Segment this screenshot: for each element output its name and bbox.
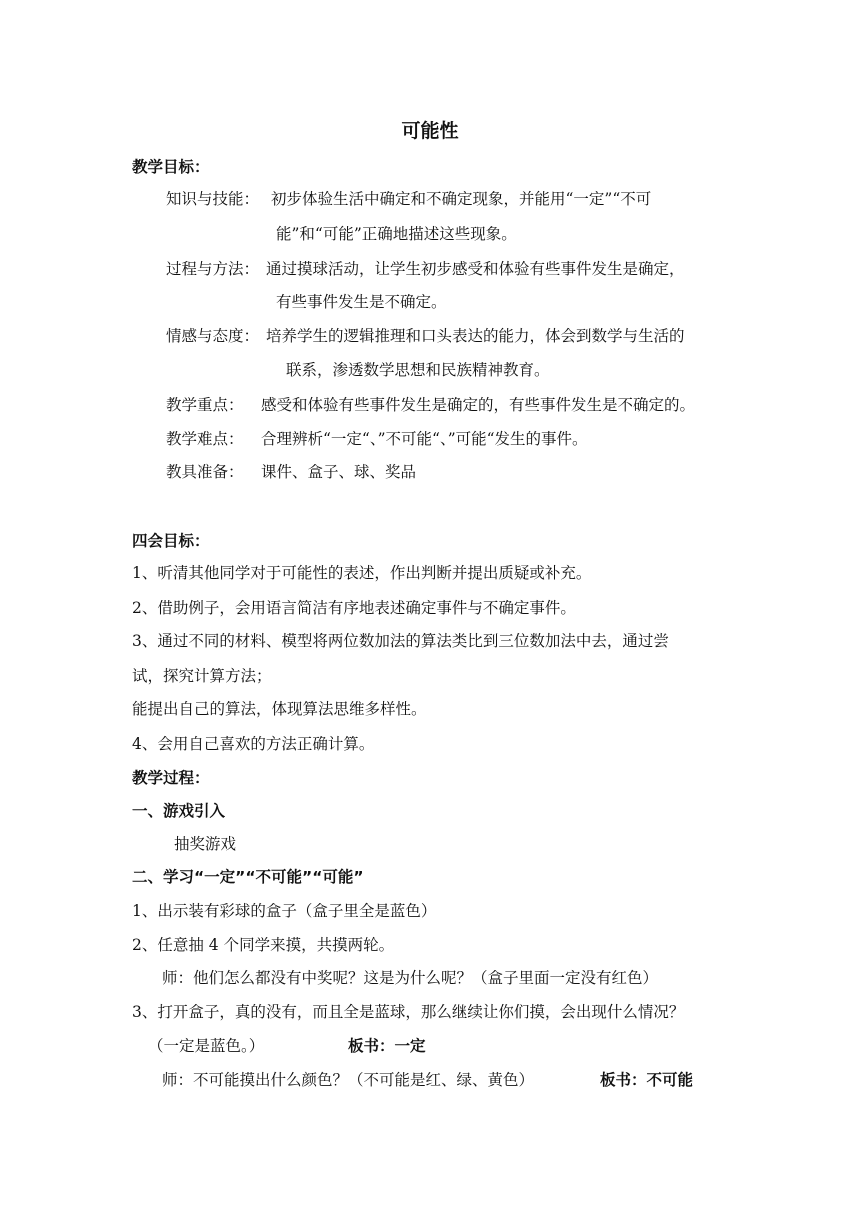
tools-label: 教具准备： [166, 463, 244, 481]
board-note-1: 板书：一定 [348, 1037, 426, 1055]
knowledge-label: 知识与技能： [166, 190, 260, 208]
difficulty-label: 教学难点： [166, 430, 244, 448]
four-goal-item-4: 4、会用自己喜欢的方法正确计算。 [132, 735, 375, 753]
four-goal-item-2: 2、借助例子，会用语言简洁有序地表述确定事件与不确定事件。 [132, 599, 576, 617]
four-goal-item-3-line-2: 试，探究计算方法； [132, 667, 272, 685]
tools-text: 课件、盒子、球、奖品 [261, 463, 417, 481]
teaching-process-heading: 教学过程： [132, 769, 210, 787]
four-goal-item-3-line-3: 能提出自己的算法，体现算法思维多样性。 [132, 700, 427, 718]
section-2-teacher-line-2: 师：不可能摸出什么颜色？（不可能是红、绿、黄色） [162, 1071, 535, 1089]
section-1-text: 抽奖游戏 [174, 835, 237, 853]
goals-heading: 教学目标： [132, 158, 210, 176]
section-2-heading: 二、学习“一定”“不可能”“可能” [132, 868, 364, 886]
difficulty-text: 合理辨析“一定“、”不可能“、”可能“发生的事件。 [261, 430, 588, 448]
section-2-answer: （一定是蓝色。） [148, 1037, 265, 1055]
section-2-step-2: 2、任意抽 4 个同学来摸，共摸两轮。 [132, 936, 395, 954]
section-2-step-1: 1、出示装有彩球的盒子（盒子里全是蓝色） [132, 902, 437, 920]
process-text-line-2: 有些事件发生是不确定。 [276, 293, 447, 311]
process-text-line-1: 通过摸球活动，让学生初步感受和体验有些事件发生是确定， [266, 260, 685, 278]
section-1-heading: 一、游戏引入 [132, 802, 226, 820]
section-2-teacher-line-1: 师：他们怎么都没有中奖呢？这是为什么呢？（盒子里面一定没有红色） [162, 969, 659, 987]
key-point-label: 教学重点： [166, 396, 244, 414]
emotion-label: 情感与态度： [166, 327, 260, 345]
knowledge-text-line-1: 初步体验生活中确定和不确定现象，并能用“一定”“不可 [271, 190, 652, 208]
four-goals-heading: 四会目标： [132, 532, 210, 550]
board-note-2: 板书：不可能 [600, 1071, 694, 1089]
section-2-step-3: 3、打开盒子，真的没有，而且全是蓝球，那么继续让你们摸，会出现什么情况？ [132, 1003, 685, 1021]
emotion-text-line-2: 联系，渗透数学思想和民族精神教育。 [286, 361, 550, 379]
four-goal-item-1: 1、听清其他同学对于可能性的表述，作出判断并提出质疑或补充。 [132, 564, 592, 582]
knowledge-text-line-2: 能”和“可能”正确地描述这些现象。 [276, 225, 517, 243]
four-goal-item-3-line-1: 3、通过不同的材料、模型将两位数加法的算法类比到三位数加法中去，通过尝 [132, 632, 669, 650]
key-point-text: 感受和体验有些事件发生是确定的，有些事件发生是不确定的。 [261, 396, 696, 414]
emotion-text-line-1: 培养学生的逻辑推理和口头表达的能力，体会到数学与生活的 [266, 327, 685, 345]
process-label: 过程与方法： [166, 260, 260, 278]
page-title: 可能性 [401, 120, 459, 142]
